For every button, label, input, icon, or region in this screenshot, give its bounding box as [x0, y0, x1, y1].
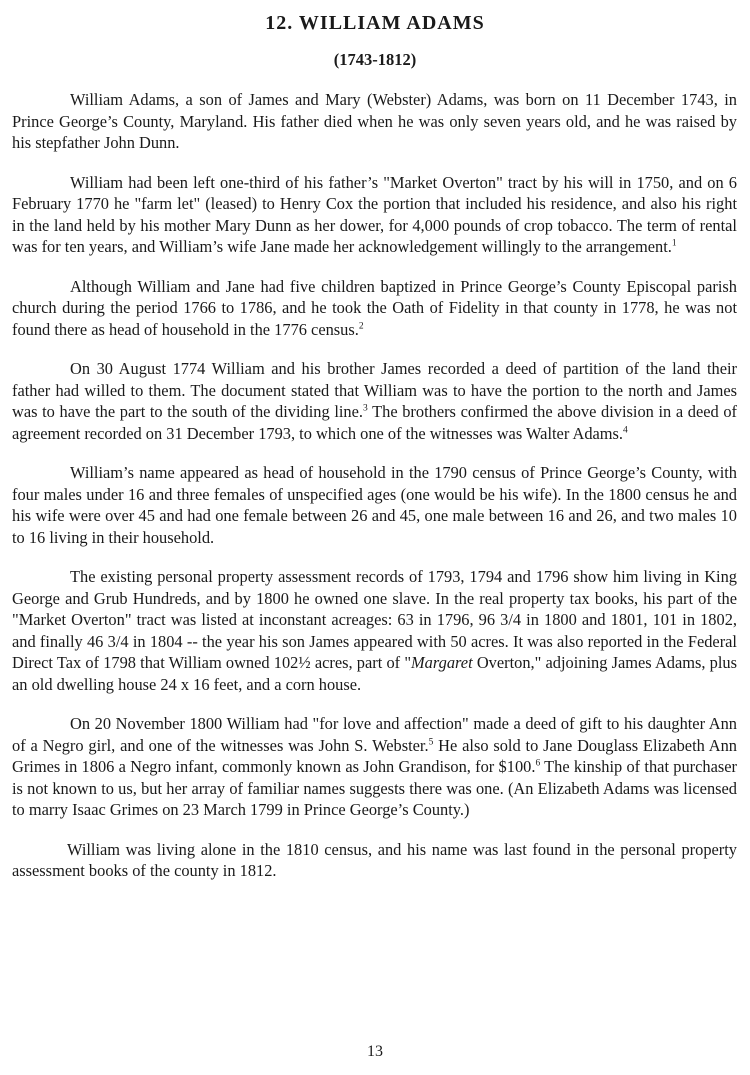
paragraph: [12, 172, 737, 258]
text-run: The kinship of that purchaser is not known to us, but her array of familiar names suggests there was one. (An Elizabeth Adams was licensed to marry Isaac Grimes on 23 March 1799 in Prince George’s County.): [12, 757, 737, 819]
paragraph: [12, 358, 737, 444]
paragraph: [12, 89, 737, 154]
life-dates: (1743-1812): [333, 50, 417, 69]
text-run: William Adams, a son of James and Mary (Webster) Adams, was born on 11 December 1743, in Prince George’s County, Maryland. His father died when he was only seven years old, and he was raised by his stepfather John Dunn.: [12, 90, 737, 152]
text-run: On 30 August 1774 William and his brother James recorded a deed of partition of the land their father had willed to them. The document stated that William was to have the portion to the north and James was to have the part to the south of the dividing line.: [12, 359, 737, 421]
text-run: On 20 November 1800 William had "for love and affection" made a deed of gift to his daughter Ann of a Negro girl, and one of the witnesses was John S. Webster.: [12, 714, 737, 755]
text-run: William’s name appeared as head of household in the 1790 census of Prince George’s County, with four males under 16 and three females of unspecified ages (one would be his wife). In the 1800 census he and his wife were over 45 and had one female between 26 and 45, one male between 16 and 26, and two males 10 to 16 living in their household.: [12, 463, 737, 547]
paragraph: [12, 462, 737, 548]
chapter-title: 12. WILLIAM ADAMS: [265, 12, 485, 34]
text-run: William had been left one-third of his father’s "Market Overton" tract by his will in 1750, and on 6 February 1770 he "farm let" (leased) to Henry Cox the portion that included his residence, and also his right in the land held by his mother Mary Dunn as her dower, for 4,000 pounds of crop tobacco. The term of rental was for ten years, and William’s wife Jane made her acknowledgement willingly to the arrangement.: [12, 172, 737, 256]
page-number: 13: [367, 1043, 383, 1060]
footnote-ref: 6: [535, 758, 541, 769]
footnote-ref: 3: [363, 403, 368, 414]
paragraph: [12, 276, 737, 341]
text-run: The existing personal property assessment records of 1793, 1794 and 1796 show him living in King George and Grub Hundreds, and by 1800 he owned one slave. In the real property tax books, his part of the "Market Overton" tract was listed at inconstant acreages: 63 in 1796, 96 3/4 in 1800 and 1801, 101 in 1802, and finally 46 3/4 in 1804 -- the year his son James appeared with 50 acres. It was also reported in the Federal Direct Tax of 1798 that William owned 102½ acres, part of ": [12, 567, 737, 672]
body-text: [12, 89, 737, 882]
footnote-ref: 2: [358, 321, 364, 332]
text-run: He also sold to Jane Douglass Elizabeth Ann Grimes in 1806 a Negro infant, commonly known as John Grandison, for $100.: [12, 735, 737, 776]
paragraph: [12, 566, 737, 695]
footnote-ref: 1: [671, 238, 677, 249]
paragraph: [12, 713, 737, 821]
text-run: The brothers confirmed the above division in a deed of agreement recorded on 31 December 1793, to which one of the witnesses was Walter Adams.: [12, 402, 738, 443]
footnote-ref: 5: [428, 737, 434, 748]
text-run: Overton," adjoining James Adams, plus an old dwelling house 24 x 16 feet, and a corn house.: [12, 653, 737, 694]
footnote-ref: 4: [623, 425, 628, 436]
paragraph: [12, 839, 737, 882]
italic-text: Margaret: [411, 653, 473, 672]
text-run: Although William and Jane had five children baptized in Prince George’s County Episcopal parish church during the period 1766 to 1786, and he took the Oath of Fidelity in that county in 1778, he was not found there as head of household in the 1776 census.: [12, 276, 737, 339]
text-run: William was living alone in the 1810 census, and his name was last found in the personal property assessment books of the county in 1812.: [12, 839, 737, 880]
